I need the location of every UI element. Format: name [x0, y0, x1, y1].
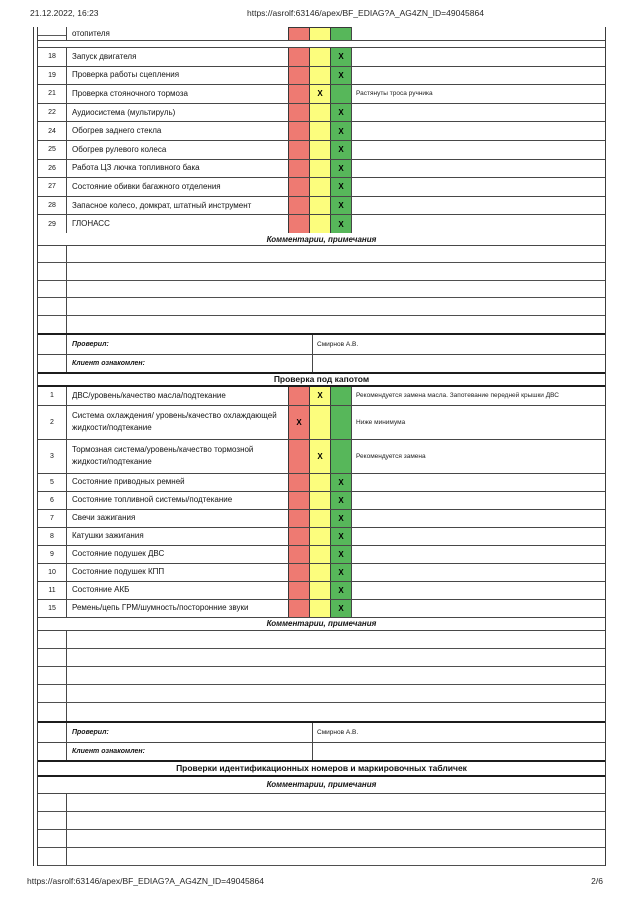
blank-comment-row — [38, 794, 605, 812]
checked-by-row — [38, 721, 605, 743]
status-cell-red — [288, 215, 309, 233]
status-cell-green — [330, 600, 351, 617]
blank-comment-row — [38, 263, 605, 280]
status-cell-yellow — [309, 387, 330, 405]
status-cell-green — [330, 474, 351, 491]
row-comment — [351, 474, 605, 491]
checklist-row — [38, 122, 605, 141]
blank-row-number-cell — [38, 848, 66, 865]
status-cell-yellow — [309, 600, 330, 617]
blank-comment-row — [38, 246, 605, 263]
status-cell-yellow — [309, 48, 330, 66]
row-label: ГЛОНАСС — [66, 215, 288, 233]
blank-row-text-cell — [66, 246, 605, 262]
row-label: Работа ЦЗ лючка топливного бака — [66, 160, 288, 178]
x-mark: X — [338, 567, 344, 577]
blank-comment-row — [38, 298, 605, 315]
checklist-row — [38, 104, 605, 123]
row-comment — [351, 178, 605, 196]
row-comment: Рекомендуется замена — [351, 440, 605, 473]
status-cell-green — [330, 178, 351, 196]
blank-row-text-cell — [66, 830, 605, 847]
client-ack-label: Клиент ознакомлен: — [66, 743, 312, 760]
status-cell-yellow — [309, 564, 330, 581]
x-mark: X — [317, 391, 323, 401]
row-number: 5 — [50, 478, 54, 486]
row-comment — [351, 67, 605, 85]
status-cell-red — [288, 528, 309, 545]
status-cell-green — [330, 67, 351, 85]
blank-row-text-cell — [66, 263, 605, 279]
status-cell-green — [330, 104, 351, 122]
row-number: 26 — [48, 164, 56, 172]
x-mark: X — [338, 163, 344, 173]
checklist-row — [38, 197, 605, 216]
status-cell-green — [330, 546, 351, 563]
blank-row-number-cell — [38, 667, 66, 684]
status-cell-red — [288, 564, 309, 581]
blank-comment-row — [38, 703, 605, 721]
checked-by-label: Проверил: — [66, 723, 312, 742]
status-cell-green — [330, 141, 351, 159]
x-mark: X — [338, 549, 344, 559]
status-cell-yellow — [309, 582, 330, 599]
blank-row-number-cell — [38, 263, 66, 279]
row-comment — [351, 492, 605, 509]
checklist-row — [38, 600, 605, 618]
x-mark: X — [338, 145, 344, 155]
row-number: 28 — [48, 202, 56, 210]
status-cell-yellow — [309, 546, 330, 563]
row-label: отопителя — [66, 27, 288, 40]
status-cell-green — [330, 85, 351, 103]
status-cell-red — [288, 582, 309, 599]
status-cell-green — [330, 215, 351, 233]
status-cell-yellow — [309, 160, 330, 178]
status-cell-yellow — [309, 85, 330, 103]
row-number: 24 — [48, 127, 56, 135]
row-number: 27 — [48, 183, 56, 191]
status-cell-yellow — [309, 141, 330, 159]
comments-header: Комментарии, примечания — [38, 777, 605, 794]
row-number: 1 — [50, 392, 54, 400]
blank-row-number-cell — [38, 246, 66, 262]
status-cell-red — [288, 104, 309, 122]
blank-row-text-cell — [66, 631, 605, 648]
status-cell-green — [330, 510, 351, 527]
page-number: 2/6 — [591, 876, 603, 886]
under-hood-checklist-table — [38, 387, 605, 618]
row-label: Аудиосистема (мультируль) — [66, 104, 288, 122]
checklist-row — [38, 582, 605, 600]
row-number: 11 — [48, 586, 56, 594]
row-label: Состояние подушек КПП — [66, 564, 288, 581]
status-cell-green — [330, 492, 351, 509]
blank-comment-row — [38, 848, 605, 866]
x-mark: X — [338, 219, 344, 229]
status-cell-red — [288, 27, 309, 40]
x-mark: X — [338, 52, 344, 62]
blank-row-text-cell — [66, 685, 605, 702]
blank-comment-row — [38, 316, 605, 333]
x-mark: X — [338, 108, 344, 118]
row-comment — [351, 27, 605, 40]
row-label: Запуск двигателя — [66, 48, 288, 66]
checklist-row — [38, 178, 605, 197]
interior-checklist-table — [38, 47, 605, 233]
status-cell-green — [330, 48, 351, 66]
status-cell-yellow — [309, 178, 330, 196]
checklist-row — [38, 141, 605, 160]
x-mark: X — [338, 603, 344, 613]
comments-grid — [38, 246, 605, 333]
row-comment — [351, 215, 605, 233]
row-number: 6 — [50, 496, 54, 504]
blank-row-number-cell — [38, 631, 66, 648]
status-cell-green — [330, 387, 351, 405]
status-cell-red — [288, 85, 309, 103]
checklist-row — [38, 48, 605, 67]
x-mark: X — [338, 495, 344, 505]
x-mark: X — [338, 531, 344, 541]
status-cell-red — [288, 178, 309, 196]
x-mark: X — [338, 182, 344, 192]
blank-row-number-cell — [38, 703, 66, 721]
status-cell-green — [330, 197, 351, 215]
blank-row-number-cell — [38, 298, 66, 314]
blank-comment-row — [38, 649, 605, 667]
row-number: 19 — [48, 71, 56, 79]
row-number: 3 — [50, 452, 54, 460]
row-label: Состояние приводных ремней — [66, 474, 288, 491]
status-cell-red — [288, 474, 309, 491]
row-label: Запасное колесо, домкрат, штатный инструмент — [66, 197, 288, 215]
row-number: 8 — [50, 532, 54, 540]
row-label: Катушки зажигания — [66, 528, 288, 545]
x-mark: X — [338, 513, 344, 523]
status-cell-yellow — [309, 122, 330, 140]
x-mark: X — [338, 585, 344, 595]
row-label: Тормозная система/уровень/качество тормозной жидкости/подтекание — [66, 440, 288, 473]
status-cell-yellow — [309, 492, 330, 509]
checklist-row — [38, 492, 605, 510]
client-ack-label: Клиент ознакомлен: — [66, 355, 312, 372]
checklist-row — [38, 440, 605, 474]
row-number: 9 — [50, 550, 54, 558]
row-number: 10 — [48, 568, 56, 576]
row-comment — [351, 582, 605, 599]
print-header-url: https://asrolf:63146/apex/BF_EDIAG?A_AG4ZN_ID=49045864 — [247, 8, 484, 18]
client-ack-value — [312, 743, 605, 760]
blank-row-number-cell — [38, 281, 66, 297]
checklist-row — [38, 510, 605, 528]
row-label: ДВС/уровень/качество масла/подтекание — [66, 387, 288, 405]
client-ack-row — [38, 743, 605, 760]
row-label: Проверка стояночного тормоза — [66, 85, 288, 103]
blank-row-text-cell — [66, 281, 605, 297]
row-comment — [351, 510, 605, 527]
x-mark: X — [338, 201, 344, 211]
status-cell-red — [288, 160, 309, 178]
row-label: Состояние обивки багажного отделения — [66, 178, 288, 196]
sign-row-spacer — [38, 723, 66, 742]
status-cell-yellow — [309, 528, 330, 545]
client-ack-value — [312, 355, 605, 372]
row-comment — [351, 122, 605, 140]
row-number: 7 — [50, 514, 54, 522]
x-mark: X — [338, 70, 344, 80]
status-cell-red — [288, 510, 309, 527]
blank-row-text-cell — [66, 298, 605, 314]
status-cell-red — [288, 600, 309, 617]
row-label: Состояние топливной системы/подтекание — [66, 492, 288, 509]
x-mark: X — [338, 126, 344, 136]
row-label: Система охлаждения/ уровень/качество охлаждающей жидкости/подтекание — [66, 406, 288, 439]
blank-comment-row — [38, 685, 605, 703]
row-label: Состояние подушек ДВС — [66, 546, 288, 563]
status-cell-yellow — [309, 440, 330, 473]
status-cell-green — [330, 160, 351, 178]
status-cell-red — [288, 546, 309, 563]
row-label: Свечи зажигания — [66, 510, 288, 527]
checklist-row — [38, 406, 605, 440]
x-mark: X — [296, 417, 302, 427]
blank-row-text-cell — [66, 649, 605, 666]
comments-grid — [38, 794, 605, 866]
row-number — [38, 27, 66, 40]
sign-row-spacer — [38, 743, 66, 760]
row-comment — [351, 141, 605, 159]
status-cell-yellow — [309, 67, 330, 85]
status-cell-red — [288, 122, 309, 140]
status-cell-red — [288, 197, 309, 215]
checked-by-value: Смирнов А.В. — [312, 335, 605, 354]
checklist-row — [38, 546, 605, 564]
blank-row-number-cell — [38, 316, 66, 333]
blank-row-text-cell — [66, 667, 605, 684]
row-comment: Ниже минимума — [351, 406, 605, 439]
status-cell-yellow — [309, 510, 330, 527]
status-cell-yellow — [309, 406, 330, 439]
checked-by-row — [38, 333, 605, 355]
row-number: 21 — [48, 90, 56, 98]
status-cell-green — [330, 582, 351, 599]
row-comment — [351, 160, 605, 178]
row-label: Ремень/цепь ГРМ/шумность/посторонние звуки — [66, 600, 288, 617]
blank-row-number-cell — [38, 685, 66, 702]
blank-row-number-cell — [38, 812, 66, 829]
status-cell-red — [288, 492, 309, 509]
row-number: 25 — [48, 146, 56, 154]
blank-row-text-cell — [66, 812, 605, 829]
sign-row-spacer — [38, 355, 66, 372]
row-comment — [351, 528, 605, 545]
page-left-outer-rule — [33, 27, 34, 866]
status-cell-red — [288, 440, 309, 473]
comments-header: Комментарии, примечания — [38, 233, 605, 246]
status-cell-green — [330, 406, 351, 439]
status-cell-red — [288, 141, 309, 159]
status-cell-green — [330, 122, 351, 140]
status-cell-red — [288, 67, 309, 85]
blank-row-text-cell — [66, 848, 605, 865]
checked-by-label: Проверил: — [66, 335, 312, 354]
blank-row-number-cell — [38, 794, 66, 811]
blank-row-text-cell — [66, 316, 605, 333]
x-mark: X — [338, 477, 344, 487]
x-mark: X — [317, 89, 323, 99]
status-cell-red — [288, 387, 309, 405]
row-comment — [351, 197, 605, 215]
comments-grid — [38, 631, 605, 721]
status-cell-green — [330, 27, 351, 40]
comments-header: Комментарии, примечания — [38, 618, 605, 631]
status-cell-yellow — [309, 27, 330, 40]
checklist-row — [38, 387, 605, 406]
blank-comment-row — [38, 631, 605, 649]
checklist-row — [38, 67, 605, 86]
page-right-rule — [605, 27, 606, 866]
row-number: 15 — [48, 604, 56, 612]
row-number: 2 — [50, 418, 54, 426]
document-page — [38, 27, 605, 866]
section-title-id-numbers: Проверки идентификационных номеров и маркировочных табличек — [38, 760, 605, 777]
row-number: 22 — [48, 109, 56, 117]
status-cell-yellow — [309, 197, 330, 215]
row-label: Состояние АКБ — [66, 582, 288, 599]
row-label: Обогрев заднего стекла — [66, 122, 288, 140]
row-comment — [351, 564, 605, 581]
blank-comment-row — [38, 830, 605, 848]
print-datetime: 21.12.2022, 16:23 — [30, 8, 99, 18]
row-number: 18 — [48, 53, 56, 61]
carryover-number-cell-rule — [38, 35, 66, 36]
row-comment — [351, 546, 605, 563]
sign-row-spacer — [38, 335, 66, 354]
row-number: 29 — [48, 220, 56, 228]
blank-comment-row — [38, 812, 605, 830]
status-cell-green — [330, 528, 351, 545]
status-cell-yellow — [309, 215, 330, 233]
checklist-row — [38, 215, 605, 233]
row-comment — [351, 104, 605, 122]
carryover-row — [38, 27, 605, 41]
checked-by-value: Смирнов А.В. — [312, 723, 605, 742]
status-cell-yellow — [309, 474, 330, 491]
row-comment — [351, 600, 605, 617]
row-comment — [351, 48, 605, 66]
checklist-row — [38, 85, 605, 104]
blank-row-number-cell — [38, 649, 66, 666]
checklist-row — [38, 564, 605, 582]
status-cell-yellow — [309, 104, 330, 122]
status-cell-red — [288, 406, 309, 439]
row-comment: Растянуты троса ручника — [351, 85, 605, 103]
client-ack-row — [38, 355, 605, 372]
row-comment: Рекомендуется замена масла. Запотевание передней крышки ДВС — [351, 387, 605, 405]
x-mark: X — [317, 451, 323, 461]
status-cell-red — [288, 48, 309, 66]
status-cell-green — [330, 564, 351, 581]
row-label: Проверка работы сцепления — [66, 67, 288, 85]
checklist-row — [38, 160, 605, 179]
section-title-under-hood: Проверка под капотом — [38, 372, 605, 387]
blank-row-number-cell — [38, 830, 66, 847]
blank-row-text-cell — [66, 703, 605, 721]
checklist-row — [38, 528, 605, 546]
status-cell-green — [330, 440, 351, 473]
print-footer-url: https://asrolf:63146/apex/BF_EDIAG?A_AG4ZN_ID=49045864 — [27, 876, 264, 886]
blank-comment-row — [38, 281, 605, 298]
blank-row-text-cell — [66, 794, 605, 811]
blank-comment-row — [38, 667, 605, 685]
row-label: Обогрев рулевого колеса — [66, 141, 288, 159]
checklist-row — [38, 474, 605, 492]
